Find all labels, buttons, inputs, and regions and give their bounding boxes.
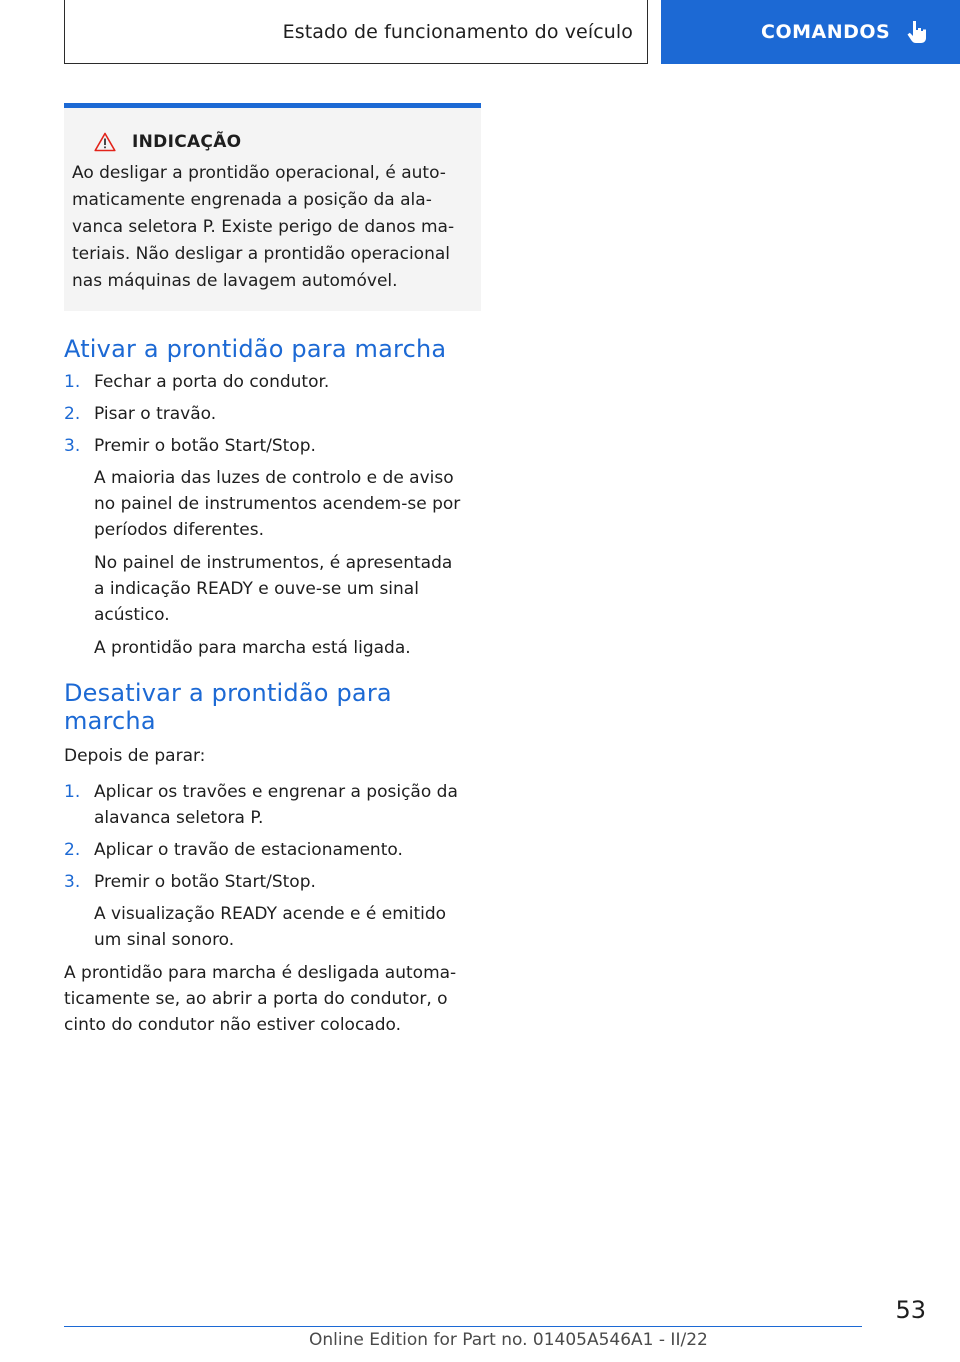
intro-line: Depois de parar: <box>64 746 206 766</box>
pointing-hand-icon <box>904 19 930 45</box>
notice-header <box>94 132 473 152</box>
section-heading-deactivate: Desativar a prontidão para marcha <box>64 679 392 735</box>
step-number: 2. <box>64 840 81 860</box>
step-number: 1. <box>64 372 81 392</box>
note-line: A prontidão para marcha está ligada. <box>94 638 411 658</box>
closing-paragraph <box>64 960 481 1038</box>
list-item <box>64 779 481 831</box>
running-header <box>64 0 648 64</box>
note-line: a indicação READY e ouve-se um sinal <box>94 579 419 599</box>
note-line: um sinal sonoro. <box>94 930 235 950</box>
note-line: acústico. <box>94 605 170 625</box>
page-number: 53 <box>895 1296 926 1324</box>
notice-line: Ao desligar a prontidão operacional, é auto- <box>72 163 446 183</box>
notice-line: nas máquinas de lavagem automóvel. <box>72 271 398 291</box>
list-item <box>64 433 481 459</box>
intro-paragraph <box>64 743 481 769</box>
main-column <box>64 103 481 1048</box>
chapter-tab[interactable] <box>661 0 960 64</box>
step-number: 3. <box>64 872 81 892</box>
step-note <box>94 635 481 661</box>
closing-line: ticamente se, ao abrir a porta do condutor, o <box>64 989 448 1009</box>
list-item <box>64 369 481 395</box>
step-note <box>94 901 481 953</box>
step-text: Aplicar os travões e engrenar a posição da <box>94 782 458 802</box>
notice-box <box>64 103 481 311</box>
step-number: 3. <box>64 436 81 456</box>
notice-line: vanca seletora P. Existe perigo de danos ma- <box>72 217 455 237</box>
step-text: Pisar o travão. <box>94 404 217 424</box>
closing-line: cinto do condutor não estiver colocado. <box>64 1015 402 1035</box>
footer-divider <box>64 1326 862 1327</box>
notice-line: maticamente engrenada a posição da ala- <box>72 190 432 210</box>
notice-body <box>72 160 473 295</box>
list-item <box>64 401 481 427</box>
closing-line: A prontidão para marcha é desligada automa- <box>64 963 457 983</box>
notice-title: INDICAÇÃO <box>132 132 242 152</box>
step-note <box>94 465 481 543</box>
step-number: 1. <box>64 782 81 802</box>
note-line: períodos diferentes. <box>94 520 265 540</box>
warning-triangle-icon <box>94 132 116 152</box>
step-text: Premir o botão Start/Stop. <box>94 436 316 456</box>
step-note <box>94 550 481 628</box>
note-line: no painel de instrumentos acendem-se por <box>94 494 461 514</box>
list-item <box>64 869 481 895</box>
notice-line: teriais. Não desligar a prontidão operacional <box>72 244 450 264</box>
step-text: Premir o botão Start/Stop. <box>94 872 316 892</box>
section-title: Estado de funcionamento do veículo <box>282 20 633 43</box>
note-line: A visualização READY acende e é emitido <box>94 904 447 924</box>
section-heading-activate: Ativar a prontidão para marcha <box>64 335 447 363</box>
note-line: A maioria das luzes de controlo e de aviso <box>94 468 454 488</box>
chapter-tab-label: COMANDOS <box>761 21 891 43</box>
step-number: 2. <box>64 404 81 424</box>
step-text: Aplicar o travão de estacionamento. <box>94 840 403 860</box>
step-text: Fechar a porta do condutor. <box>94 372 330 392</box>
note-line: No painel de instrumentos, é apresentada <box>94 553 453 573</box>
edition-note: Online Edition for Part no. 01405A546A1 - II/22 <box>309 1330 708 1350</box>
list-item <box>64 837 481 863</box>
step-text: alavanca seletora P. <box>94 808 264 828</box>
